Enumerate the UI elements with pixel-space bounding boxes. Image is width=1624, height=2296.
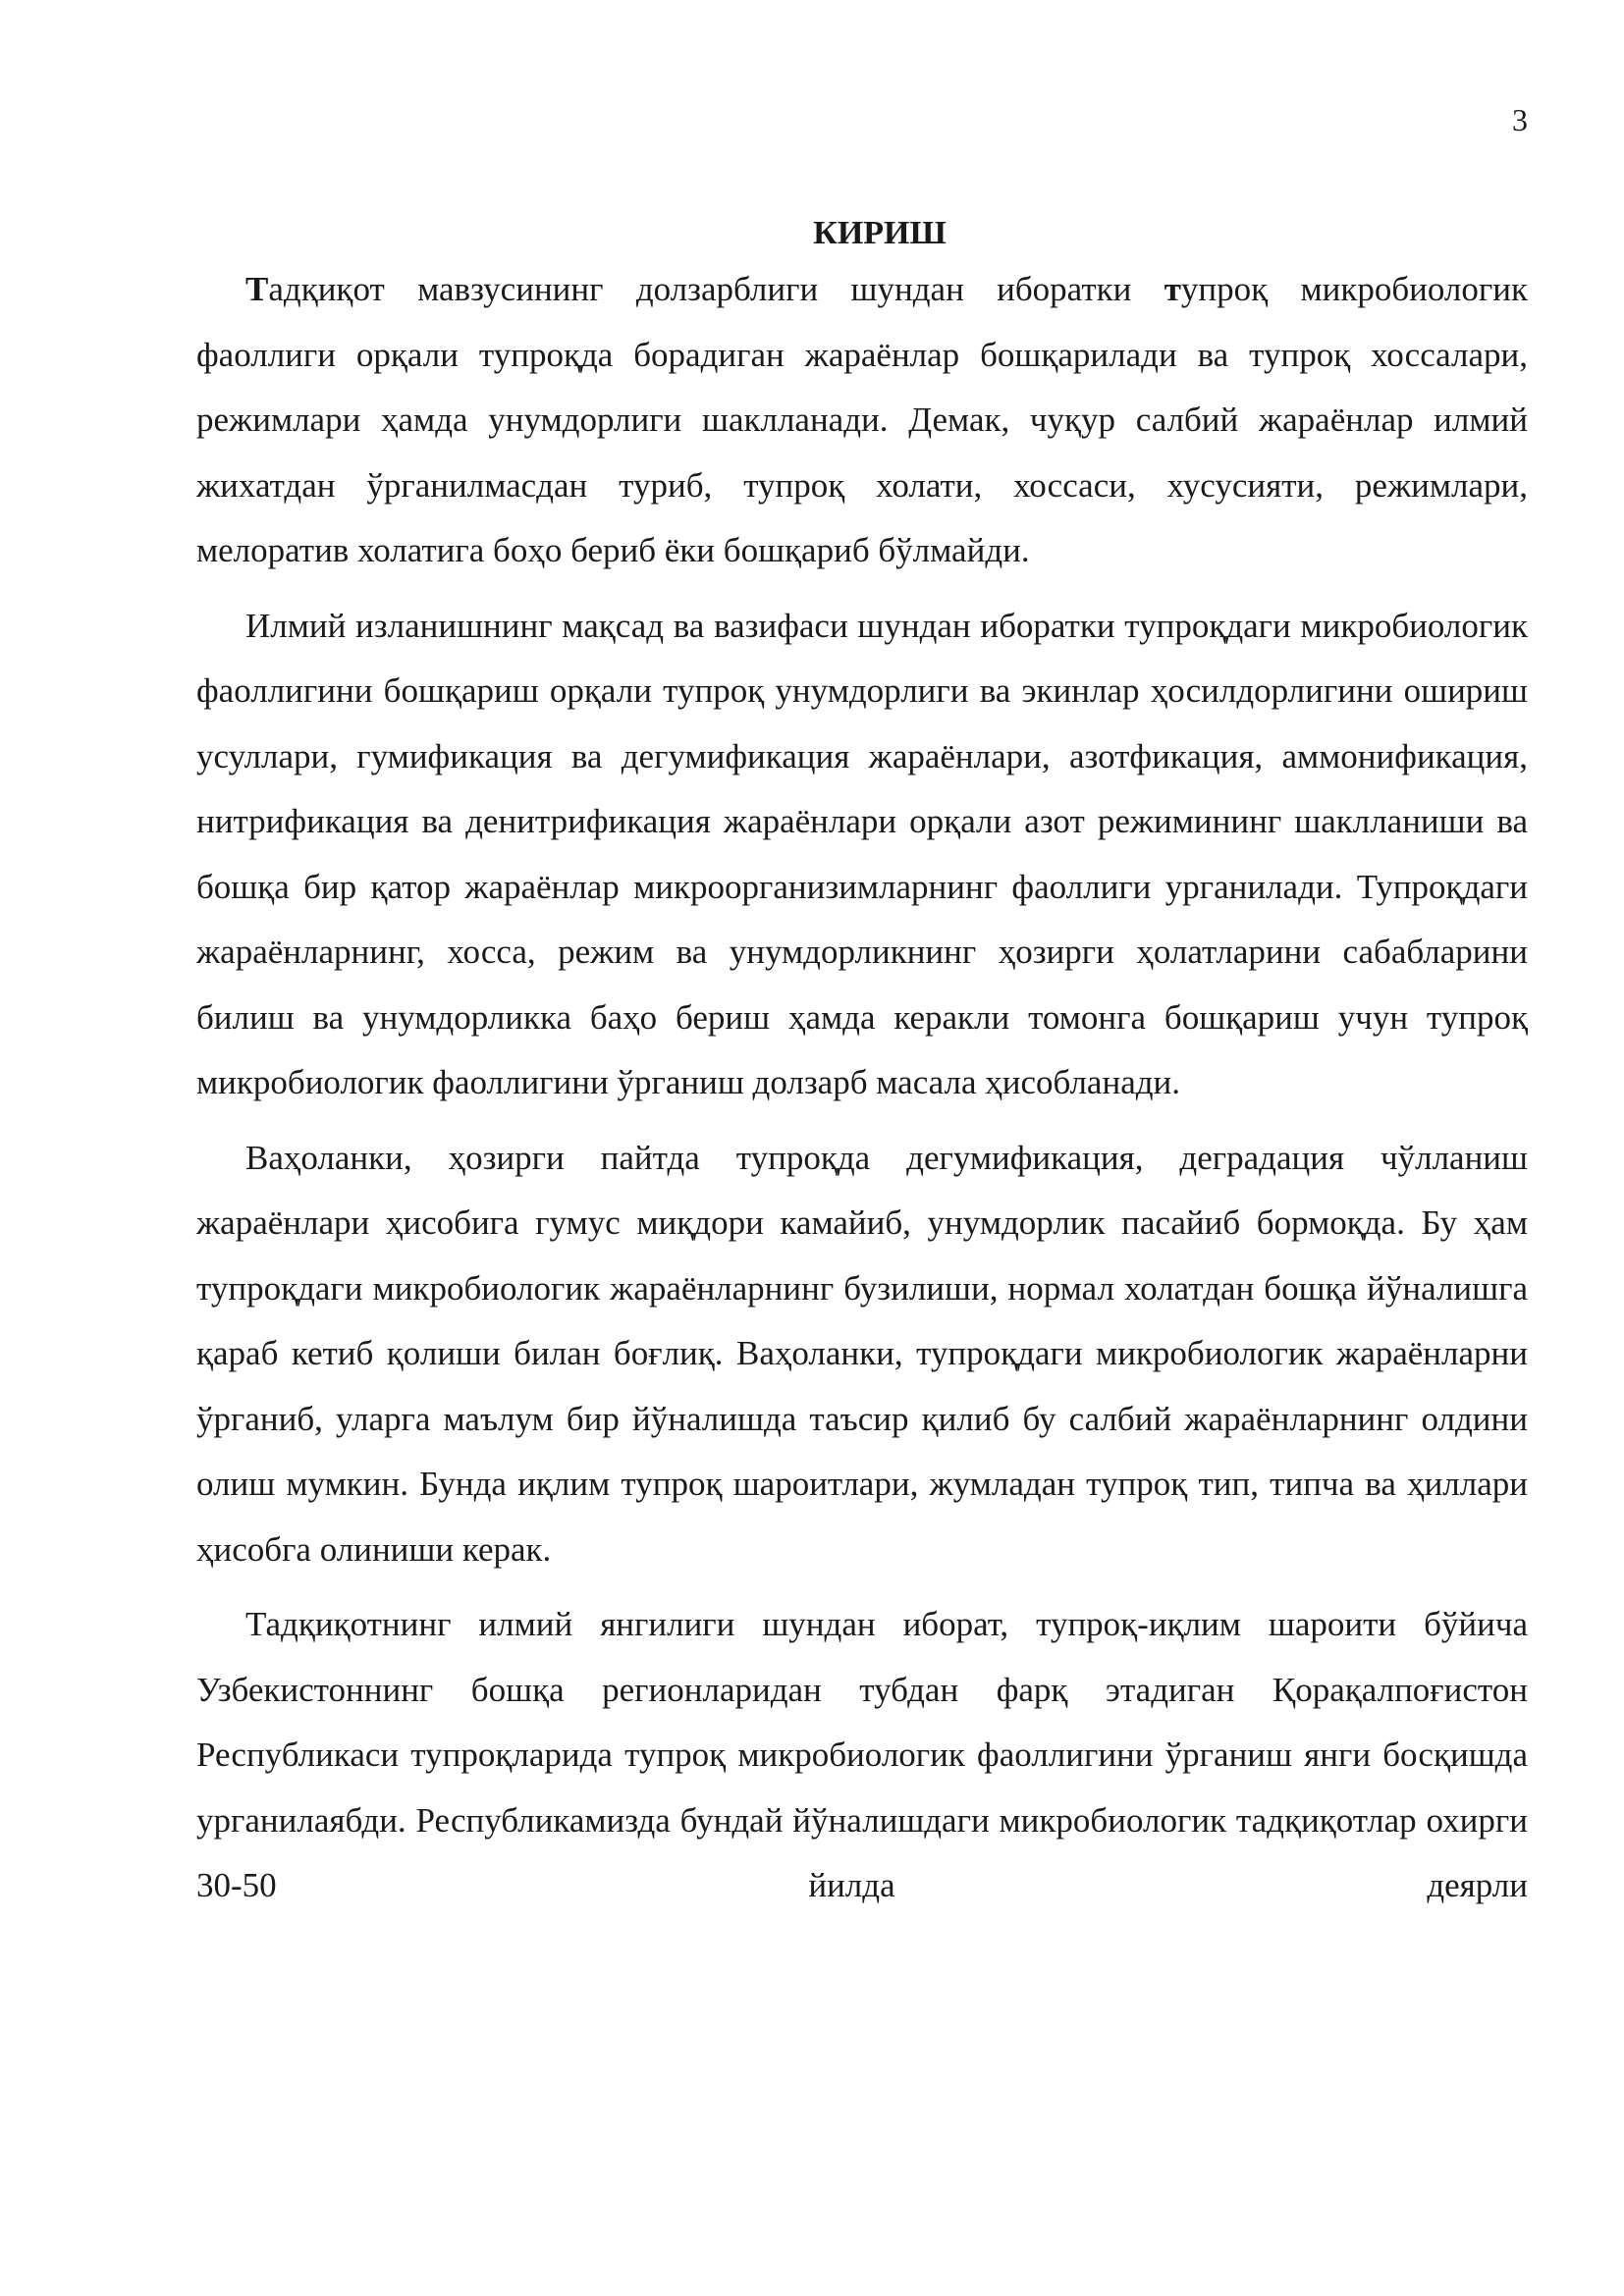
- paragraph-relevance-lead: Т: [245, 270, 269, 308]
- paragraph-current-state: Ваҳоланки, ҳозирги пайтда тупроқда дегумификация, деградация чўлланиш жараёнлари ҳисобига гумус миқдори камайиб, унумдорлик пасайиб бормоқда. Бу ҳам тупроқдаги микробиологик жараёнларнинг бузилиши, нормал холатдан бошқа йўналишга қараб кетиб қолиши билан боғлиқ. Ваҳоланки, тупроқдаги микробиологик жараёнларни ўрганиб, уларга маълум бир йўналишда таъсир қилиб бу салбий жараёнларнинг олдини олиш мумкин. Бунда иқлим тупроқ шароитлари, жумладан тупроқ тип, типча ва ҳиллари ҳисобга олиниши керак.: [196, 1138, 1528, 1569]
- paragraph-relevance-lead-2: т: [1164, 270, 1181, 308]
- page-number: 3: [1512, 102, 1528, 137]
- paragraph-relevance: [196, 257, 1528, 584]
- paragraph-relevance-text-b: упроқ микробиологик фаоллиги орқали тупроқда борадиган жараёнлар бошқарилади ва тупроқ хоссалари, режимлари ҳамда унумдорлиги шаклланади. Демак, чуқур салбий жараёнлар илмий жихатдан ўрганилмасдан туриб, тупроқ холати, хоссаси, хусусияти, режимлари, мелоратив холатига боҳо бериб ёки бошқариб бўлмайди.: [196, 270, 1528, 569]
- paragraph-novelty: Тадқиқотнинг илмий янгилиги шундан иборат, тупроқ-иқлим шароити бўйича Узбекистоннинг бошқа регионларидан тубдан фарқ этадиган Қорақалпоғистон Республикаси тупроқларида тупроқ микробиологик фаоллигини ўрганиш янги босқишда урганилаябди. Республикамизда бундай йўналишдаги микробиологик тадқиқотлар охирги 30-50 йилда деярли: [196, 1605, 1528, 1904]
- paragraph-relevance-text-a: адқиқот мавзусининг долзарблиги шундан иборатки: [268, 270, 1164, 308]
- document-body: [196, 212, 1528, 1919]
- section-title: КИРИШ: [813, 215, 947, 251]
- paragraph-goal: Илмий изланишнинг мақсад ва вазифаси шундан иборатки тупроқдаги микробиологик фаоллигини бошқариш орқали тупроқ унумдорлиги ва экинлар ҳосилдорлигини ошириш усуллари, гумификация ва дегумификация жараёнлари, азотфикация, аммонификация, нитрификация ва денитрификация жараёнлари орқали азот режимининг шаклланиши ва бошқа бир қатор жараёнлар микроорганизимларнинг фаоллиги урганилади. Тупроқдаги жараёнларнинг, хосса, режим ва унумдорликнинг ҳозирги ҳолатларини сабабларини билиш ва унумдорликка баҳо бериш ҳамда керакли томонга бошқариш учун тупроқ микробиологик фаоллигини ўрганиш долзарб масала ҳисобланади.: [196, 606, 1528, 1101]
